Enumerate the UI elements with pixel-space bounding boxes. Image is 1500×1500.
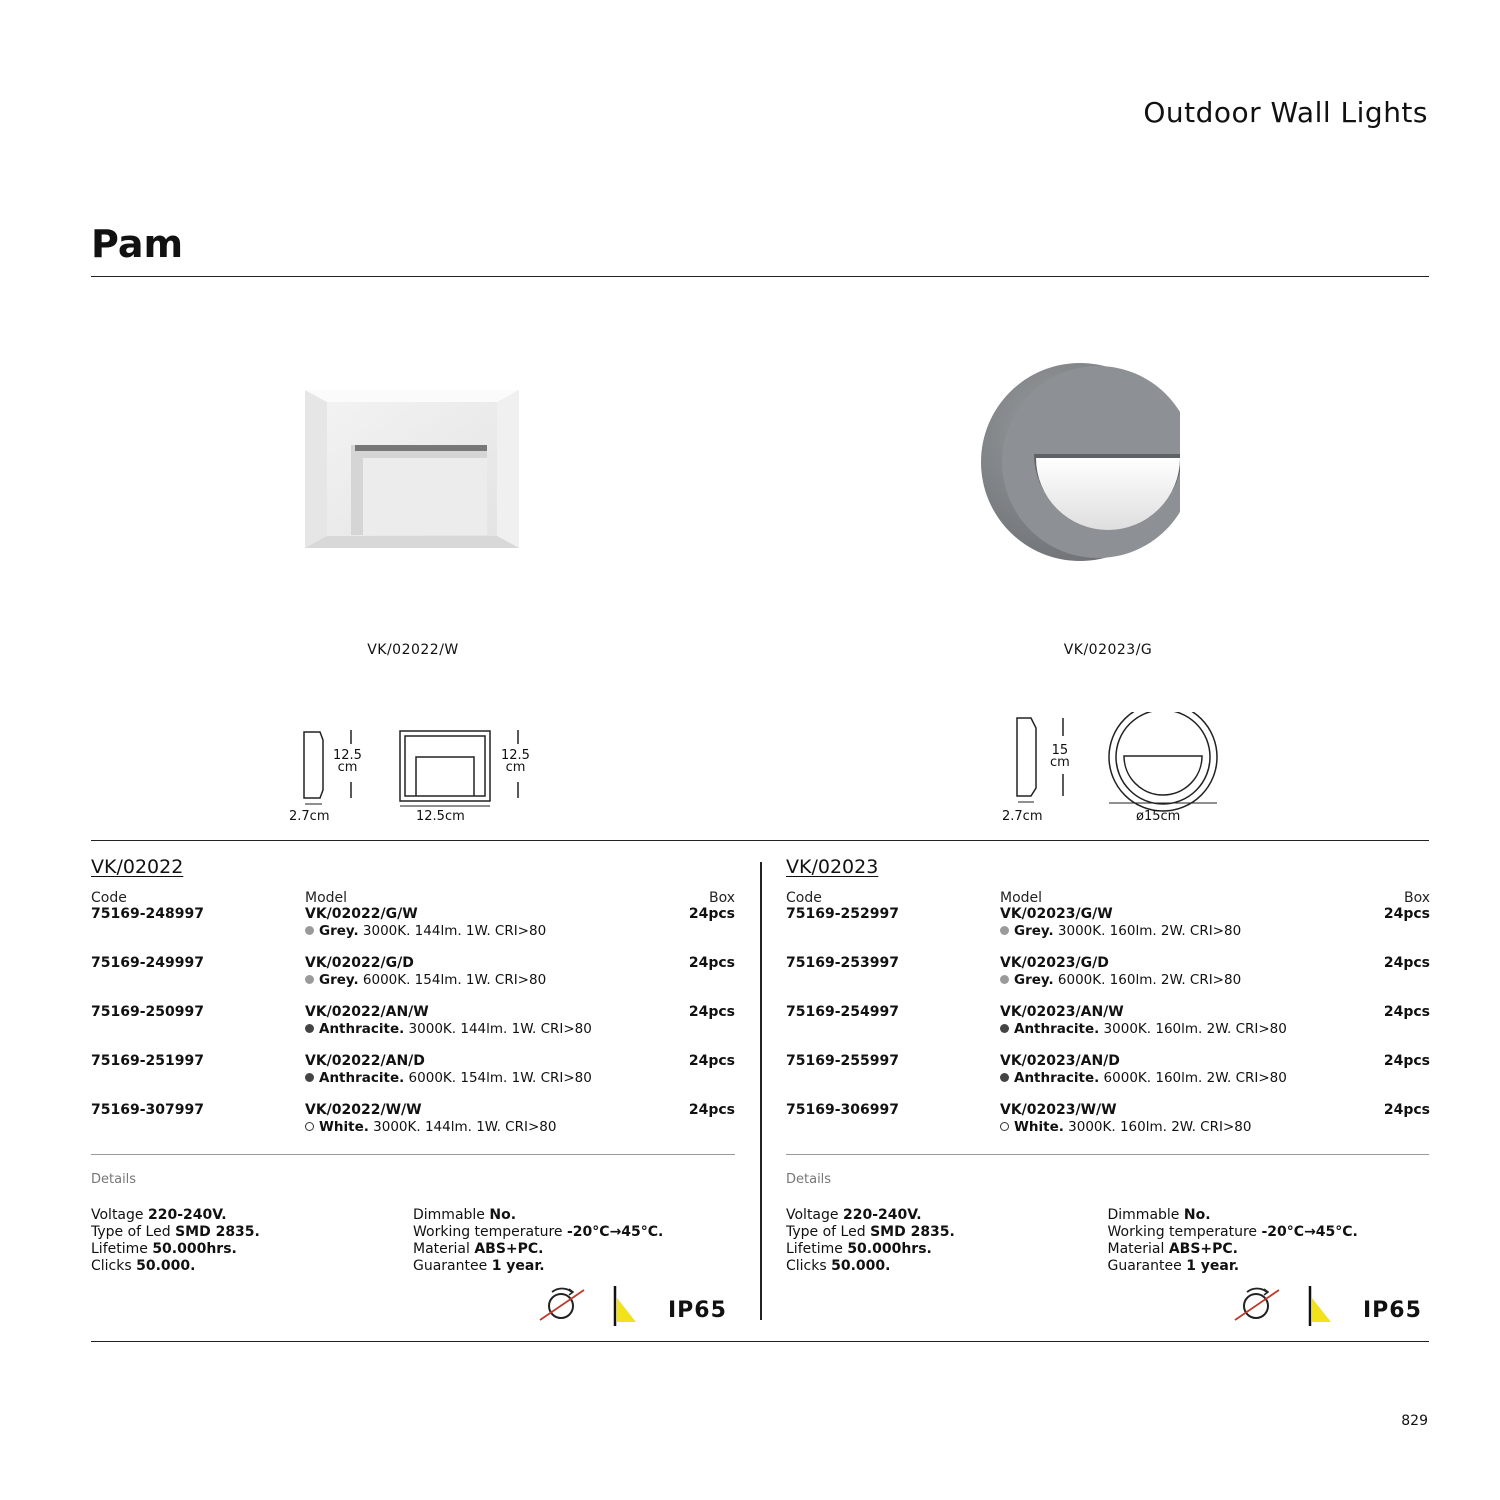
col-box: Box bbox=[708, 890, 735, 906]
detail-value: 50.000hrs. bbox=[847, 1241, 932, 1257]
model-name: VK/02022/G/D bbox=[305, 955, 414, 971]
detail-key: Lifetime bbox=[91, 1241, 153, 1257]
details-block-2 bbox=[786, 1172, 1429, 1275]
row-model bbox=[1000, 1053, 1350, 1102]
dim-diameter-2: ø15cm bbox=[1136, 809, 1181, 824]
color-swatch bbox=[1000, 975, 1009, 984]
model-spec: 3000K. 144lm. 1W. CRI>80 bbox=[358, 923, 547, 939]
spec-top-divider bbox=[91, 840, 1429, 841]
detail-line bbox=[413, 1224, 735, 1241]
model-spec: 3000K. 160lm. 2W. CRI>80 bbox=[1099, 1021, 1287, 1037]
ip-rating-2: IP65 bbox=[1363, 1298, 1422, 1323]
dim-width-1: 12.5cm bbox=[416, 809, 465, 824]
detail-key: Working temperature bbox=[413, 1224, 567, 1240]
table-row bbox=[91, 1053, 735, 1102]
detail-key: Voltage bbox=[91, 1207, 148, 1223]
table-row bbox=[786, 906, 1430, 955]
dim-depth-1: 2.7cm bbox=[289, 809, 330, 824]
color-swatch bbox=[1000, 1024, 1009, 1033]
table-header bbox=[786, 890, 1430, 906]
table-row bbox=[786, 955, 1430, 1004]
detail-key: Type of Led bbox=[91, 1224, 176, 1240]
dimension-drawing-2 bbox=[1000, 712, 1230, 816]
model-name: VK/02022/AN/W bbox=[305, 1004, 429, 1020]
detail-value: 50.000. bbox=[831, 1258, 891, 1274]
category-title: Outdoor Wall Lights bbox=[1143, 96, 1428, 129]
page-number: 829 bbox=[1401, 1413, 1428, 1429]
row-model bbox=[1000, 906, 1350, 955]
row-model bbox=[305, 1053, 655, 1102]
detail-value: 220-240V. bbox=[842, 1207, 922, 1223]
detail-value: SMD 2835. bbox=[870, 1224, 955, 1240]
model-name: VK/02022/W/W bbox=[305, 1102, 422, 1118]
detail-line bbox=[91, 1258, 413, 1275]
detail-value: 50.000. bbox=[136, 1258, 196, 1274]
detail-line bbox=[786, 1207, 1108, 1224]
detail-value: 1 year. bbox=[491, 1258, 545, 1274]
no-dimmable-icon bbox=[538, 1284, 588, 1328]
detail-value: ABS+PC. bbox=[1168, 1241, 1239, 1257]
row-box: 24pcs bbox=[688, 906, 735, 922]
detail-key: Material bbox=[1107, 1241, 1169, 1257]
model-spec: 3000K. 144lm. 1W. CRI>80 bbox=[368, 1119, 557, 1135]
row-code: 75169-252997 bbox=[786, 906, 899, 922]
dim-side-height-1: 12.5 cm bbox=[333, 748, 362, 775]
model-spec: 6000K. 154lm. 1W. CRI>80 bbox=[404, 1070, 592, 1086]
color-name: Grey. bbox=[1014, 923, 1054, 939]
color-swatch bbox=[1000, 1073, 1009, 1082]
row-box: 24pcs bbox=[688, 1053, 735, 1069]
row-code: 75169-251997 bbox=[91, 1053, 204, 1069]
model-spec: 6000K. 154lm. 1W. CRI>80 bbox=[358, 972, 547, 988]
row-code: 75169-248997 bbox=[91, 906, 204, 922]
detail-key: Type of Led bbox=[786, 1224, 871, 1240]
dim-front-height-1: 12.5 cm bbox=[501, 748, 530, 775]
section-separator bbox=[760, 862, 762, 1320]
dim-side-height-2: 15 cm bbox=[1050, 743, 1070, 770]
row-box: 24pcs bbox=[1383, 1102, 1430, 1118]
details-block-1 bbox=[91, 1172, 735, 1275]
col-code: Code bbox=[91, 890, 127, 906]
row-box: 24pcs bbox=[1383, 955, 1430, 971]
detail-value: -20°C→45°C. bbox=[1261, 1224, 1358, 1240]
row-code: 75169-307997 bbox=[91, 1102, 204, 1118]
detail-key: Dimmable bbox=[1107, 1207, 1184, 1223]
section-title: VK/02023 bbox=[786, 856, 879, 878]
color-swatch bbox=[305, 926, 314, 935]
color-name: White. bbox=[319, 1119, 369, 1135]
product-image-round bbox=[980, 362, 1180, 566]
col-model: Model bbox=[1000, 890, 1043, 906]
color-name: White. bbox=[1014, 1119, 1064, 1135]
detail-value: -20°C→45°C. bbox=[567, 1224, 664, 1240]
details-label: Details bbox=[786, 1172, 832, 1187]
row-box: 24pcs bbox=[688, 1102, 735, 1118]
model-name: VK/02023/G/W bbox=[1000, 906, 1113, 922]
detail-line bbox=[1108, 1224, 1430, 1241]
model-spec: 6000K. 160lm. 2W. CRI>80 bbox=[1099, 1070, 1287, 1086]
row-model bbox=[1000, 1004, 1350, 1053]
row-box: 24pcs bbox=[1383, 1053, 1430, 1069]
detail-key: Clicks bbox=[786, 1258, 832, 1274]
detail-line bbox=[413, 1258, 735, 1275]
detail-line bbox=[786, 1258, 1108, 1275]
detail-line bbox=[786, 1241, 1108, 1258]
table-row bbox=[786, 1102, 1430, 1151]
color-swatch bbox=[305, 1122, 314, 1131]
row-box: 24pcs bbox=[1383, 906, 1430, 922]
dim-depth-2: 2.7cm bbox=[1002, 809, 1043, 824]
detail-value: 220-240V. bbox=[147, 1207, 227, 1223]
row-code: 75169-306997 bbox=[786, 1102, 899, 1118]
detail-key: Guarantee bbox=[1107, 1258, 1187, 1274]
color-name: Anthracite. bbox=[1014, 1021, 1100, 1037]
model-name: VK/02023/G/D bbox=[1000, 955, 1109, 971]
product-caption-1: VK/02022/W bbox=[367, 642, 459, 658]
row-box: 24pcs bbox=[688, 1004, 735, 1020]
details-label: Details bbox=[91, 1172, 137, 1187]
detail-value: No. bbox=[489, 1207, 517, 1223]
table-rows bbox=[91, 906, 735, 1151]
detail-line bbox=[1108, 1241, 1430, 1258]
detail-line bbox=[1108, 1258, 1430, 1275]
col-code: Code bbox=[786, 890, 822, 906]
model-name: VK/02023/AN/W bbox=[1000, 1004, 1124, 1020]
model-name: VK/02023/W/W bbox=[1000, 1102, 1117, 1118]
detail-line bbox=[91, 1224, 413, 1241]
detail-line bbox=[413, 1207, 735, 1224]
table-row bbox=[91, 906, 735, 955]
detail-key: Clicks bbox=[91, 1258, 137, 1274]
product-section-2 bbox=[786, 856, 1430, 1151]
details-right bbox=[1108, 1207, 1430, 1275]
detail-key: Guarantee bbox=[413, 1258, 492, 1274]
table-row bbox=[786, 1004, 1430, 1053]
model-name: VK/02023/AN/D bbox=[1000, 1053, 1120, 1069]
model-spec: 3000K. 160lm. 2W. CRI>80 bbox=[1063, 1119, 1252, 1135]
color-name: Grey. bbox=[319, 972, 359, 988]
color-swatch bbox=[305, 1024, 314, 1033]
table-row bbox=[91, 1004, 735, 1053]
row-code: 75169-249997 bbox=[91, 955, 204, 971]
row-code: 75169-254997 bbox=[786, 1004, 899, 1020]
detail-value: No. bbox=[1183, 1207, 1211, 1223]
detail-value: SMD 2835. bbox=[175, 1224, 260, 1240]
details-right bbox=[413, 1207, 735, 1275]
detail-line bbox=[91, 1241, 413, 1258]
row-model bbox=[305, 1004, 655, 1053]
color-name: Anthracite. bbox=[319, 1021, 405, 1037]
light-beam-icon bbox=[612, 1284, 642, 1332]
ip-rating-1: IP65 bbox=[668, 1298, 727, 1323]
detail-value: 50.000hrs. bbox=[152, 1241, 237, 1257]
family-title: Pam bbox=[91, 222, 184, 266]
color-name: Anthracite. bbox=[319, 1070, 405, 1086]
row-code: 75169-250997 bbox=[91, 1004, 204, 1020]
no-dimmable-icon bbox=[1233, 1284, 1283, 1328]
detail-value: ABS+PC. bbox=[474, 1241, 544, 1257]
row-box: 24pcs bbox=[688, 955, 735, 971]
row-code: 75169-253997 bbox=[786, 955, 899, 971]
color-swatch bbox=[305, 1073, 314, 1082]
color-swatch bbox=[305, 975, 314, 984]
details-left bbox=[786, 1207, 1108, 1275]
col-model: Model bbox=[305, 890, 348, 906]
table-row bbox=[91, 1102, 735, 1151]
row-code: 75169-255997 bbox=[786, 1053, 899, 1069]
detail-line bbox=[413, 1241, 735, 1258]
model-spec: 3000K. 144lm. 1W. CRI>80 bbox=[404, 1021, 592, 1037]
product-caption-2: VK/02023/G bbox=[1063, 642, 1153, 658]
table-row bbox=[91, 955, 735, 1004]
detail-key: Material bbox=[413, 1241, 475, 1257]
table-row bbox=[786, 1053, 1430, 1102]
color-swatch bbox=[1000, 926, 1009, 935]
detail-line bbox=[91, 1207, 413, 1224]
title-divider bbox=[91, 276, 1429, 277]
model-name: VK/02022/AN/D bbox=[305, 1053, 425, 1069]
detail-key: Voltage bbox=[786, 1207, 843, 1223]
light-beam-icon bbox=[1307, 1284, 1337, 1332]
details-divider-1 bbox=[91, 1154, 735, 1155]
detail-line bbox=[1108, 1207, 1430, 1224]
detail-key: Working temperature bbox=[1107, 1224, 1262, 1240]
product-image-square bbox=[305, 390, 519, 552]
model-spec: 3000K. 160lm. 2W. CRI>80 bbox=[1053, 923, 1242, 939]
row-box: 24pcs bbox=[1383, 1004, 1430, 1020]
row-model bbox=[1000, 955, 1350, 1004]
model-name: VK/02022/G/W bbox=[305, 906, 418, 922]
section-title: VK/02022 bbox=[91, 856, 184, 878]
bottom-divider bbox=[91, 1341, 1429, 1342]
row-model bbox=[305, 1102, 655, 1151]
detail-value: 1 year. bbox=[1186, 1258, 1240, 1274]
model-spec: 6000K. 160lm. 2W. CRI>80 bbox=[1053, 972, 1242, 988]
detail-key: Lifetime bbox=[786, 1241, 848, 1257]
detail-key: Dimmable bbox=[413, 1207, 490, 1223]
color-name: Grey. bbox=[1014, 972, 1054, 988]
details-divider-2 bbox=[786, 1154, 1429, 1155]
table-rows bbox=[786, 906, 1430, 1151]
color-name: Anthracite. bbox=[1014, 1070, 1100, 1086]
color-swatch bbox=[1000, 1122, 1009, 1131]
color-name: Grey. bbox=[319, 923, 359, 939]
row-model bbox=[305, 955, 655, 1004]
product-section-1 bbox=[91, 856, 735, 1151]
row-model bbox=[305, 906, 655, 955]
detail-line bbox=[786, 1224, 1108, 1241]
col-box: Box bbox=[1403, 890, 1430, 906]
table-header bbox=[91, 890, 735, 906]
row-model bbox=[1000, 1102, 1350, 1151]
details-left bbox=[91, 1207, 413, 1275]
